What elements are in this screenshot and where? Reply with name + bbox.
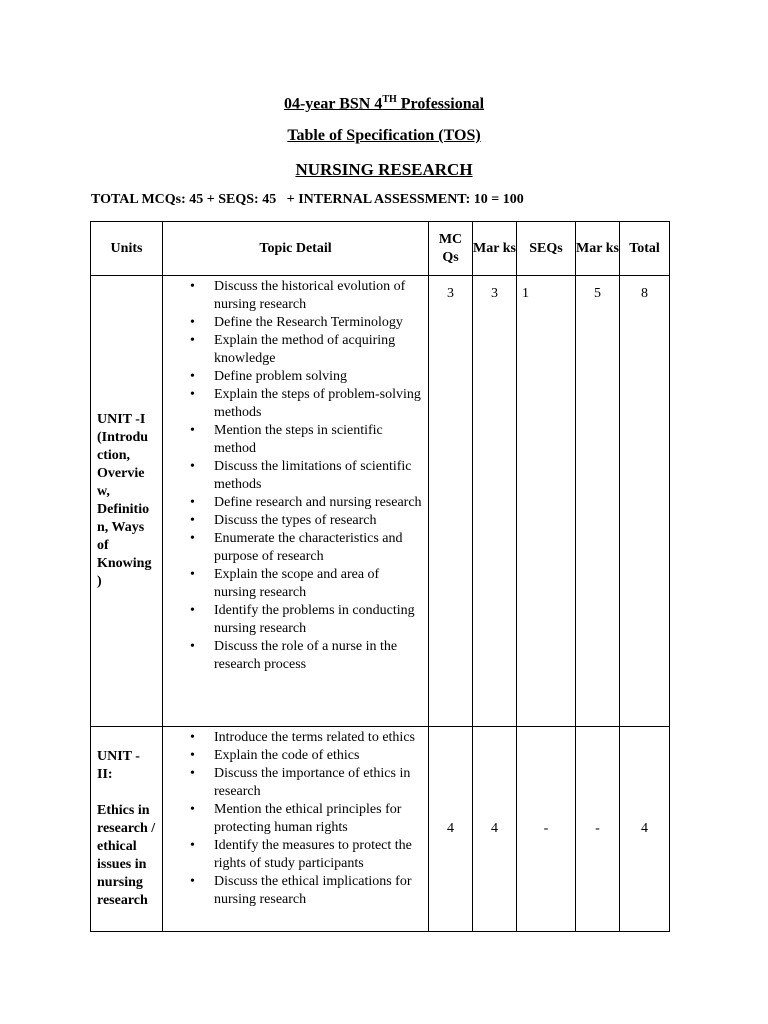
topic-item: • Identify the measures to protect the rights of study participants (214, 837, 422, 873)
topic-item: • Discuss the limitations of scientific methods (214, 458, 422, 494)
header-units: Units (91, 222, 163, 276)
topic-item: • Explain the scope and area of nursing research (214, 566, 422, 602)
topic-cell (163, 727, 429, 932)
title-line-1-prefix: 04-year BSN 4 (283, 95, 383, 113)
seqs-cell: 1 (517, 276, 576, 727)
topic-item: • Explain the method of acquiring knowledge (214, 332, 422, 368)
document-title-line-2: Table of Specification (TOS) (287, 127, 481, 144)
header-total: Total (620, 222, 670, 276)
unit-title: UNIT - II: (97, 749, 140, 782)
document-title-line-3: NURSING RESEARCH (295, 160, 473, 179)
marks-mcq-cell: 4 (473, 727, 517, 932)
header-marks-seq: Mar ks (576, 222, 620, 276)
unit-cell (91, 727, 163, 932)
header-seqs: SEQs (517, 222, 576, 276)
unit-cell: UNIT -I (Introdu ction, Overvie w, Definitio n, Ways of Knowing ) (91, 276, 163, 727)
header-mcqs: MC Qs (429, 222, 473, 276)
header-topic-detail: Topic Detail (163, 222, 429, 276)
table-row (91, 276, 670, 727)
topic-item: • Mention the steps in scientific method (214, 422, 422, 458)
topic-item: • Define the Research Terminology (214, 314, 422, 332)
total-cell: 4 (620, 727, 670, 932)
mcqs-cell: 4 (429, 727, 473, 932)
table-row (91, 727, 670, 932)
topic-item: • Identify the problems in conducting nursing research (214, 602, 422, 638)
title-line-1-suffix: Professional (396, 95, 485, 113)
table-header-row (91, 222, 670, 276)
marks-mcq-cell: 3 (473, 276, 517, 727)
topic-item: • Enumerate the characteristics and purpose of research (214, 530, 422, 566)
header-marks-mcq: Mar ks (473, 222, 517, 276)
topic-item: • Discuss the historical evolution of nursing research (214, 278, 422, 314)
topic-item: • Discuss the importance of ethics in research (214, 765, 422, 801)
seqs-cell: - (517, 727, 576, 932)
marks-seq-cell: - (576, 727, 620, 932)
title-line-1-superscript: TH (382, 94, 397, 105)
topic-cell (163, 276, 429, 727)
marks-seq-cell: 5 (576, 276, 620, 727)
topic-item: • Explain the code of ethics (214, 747, 422, 765)
topic-item: • Explain the steps of problem-solving methods (214, 386, 422, 422)
topic-list (163, 276, 428, 678)
total-cell: 8 (620, 276, 670, 727)
document-title-line-1 (0, 94, 768, 113)
unit-subtitle: Ethics in research / ethical issues in nursing research (97, 803, 156, 908)
marks-summary: TOTAL MCQs: 45 + SEQS: 45 + INTERNAL ASSESSMENT: 10 = 100 (91, 192, 524, 207)
topic-list (163, 727, 428, 913)
mcqs-cell: 3 (429, 276, 473, 727)
topic-item: • Discuss the role of a nurse in the research process (214, 638, 422, 674)
topic-item: • Mention the ethical principles for protecting human rights (214, 801, 422, 837)
topic-item: • Define problem solving (214, 368, 422, 386)
specification-table (90, 221, 670, 932)
topic-item: • Discuss the types of research (214, 512, 422, 530)
topic-item: • Discuss the ethical implications for nursing research (214, 873, 422, 909)
topic-item: • Introduce the terms related to ethics (214, 729, 422, 747)
topic-item: • Define research and nursing research (214, 494, 422, 512)
